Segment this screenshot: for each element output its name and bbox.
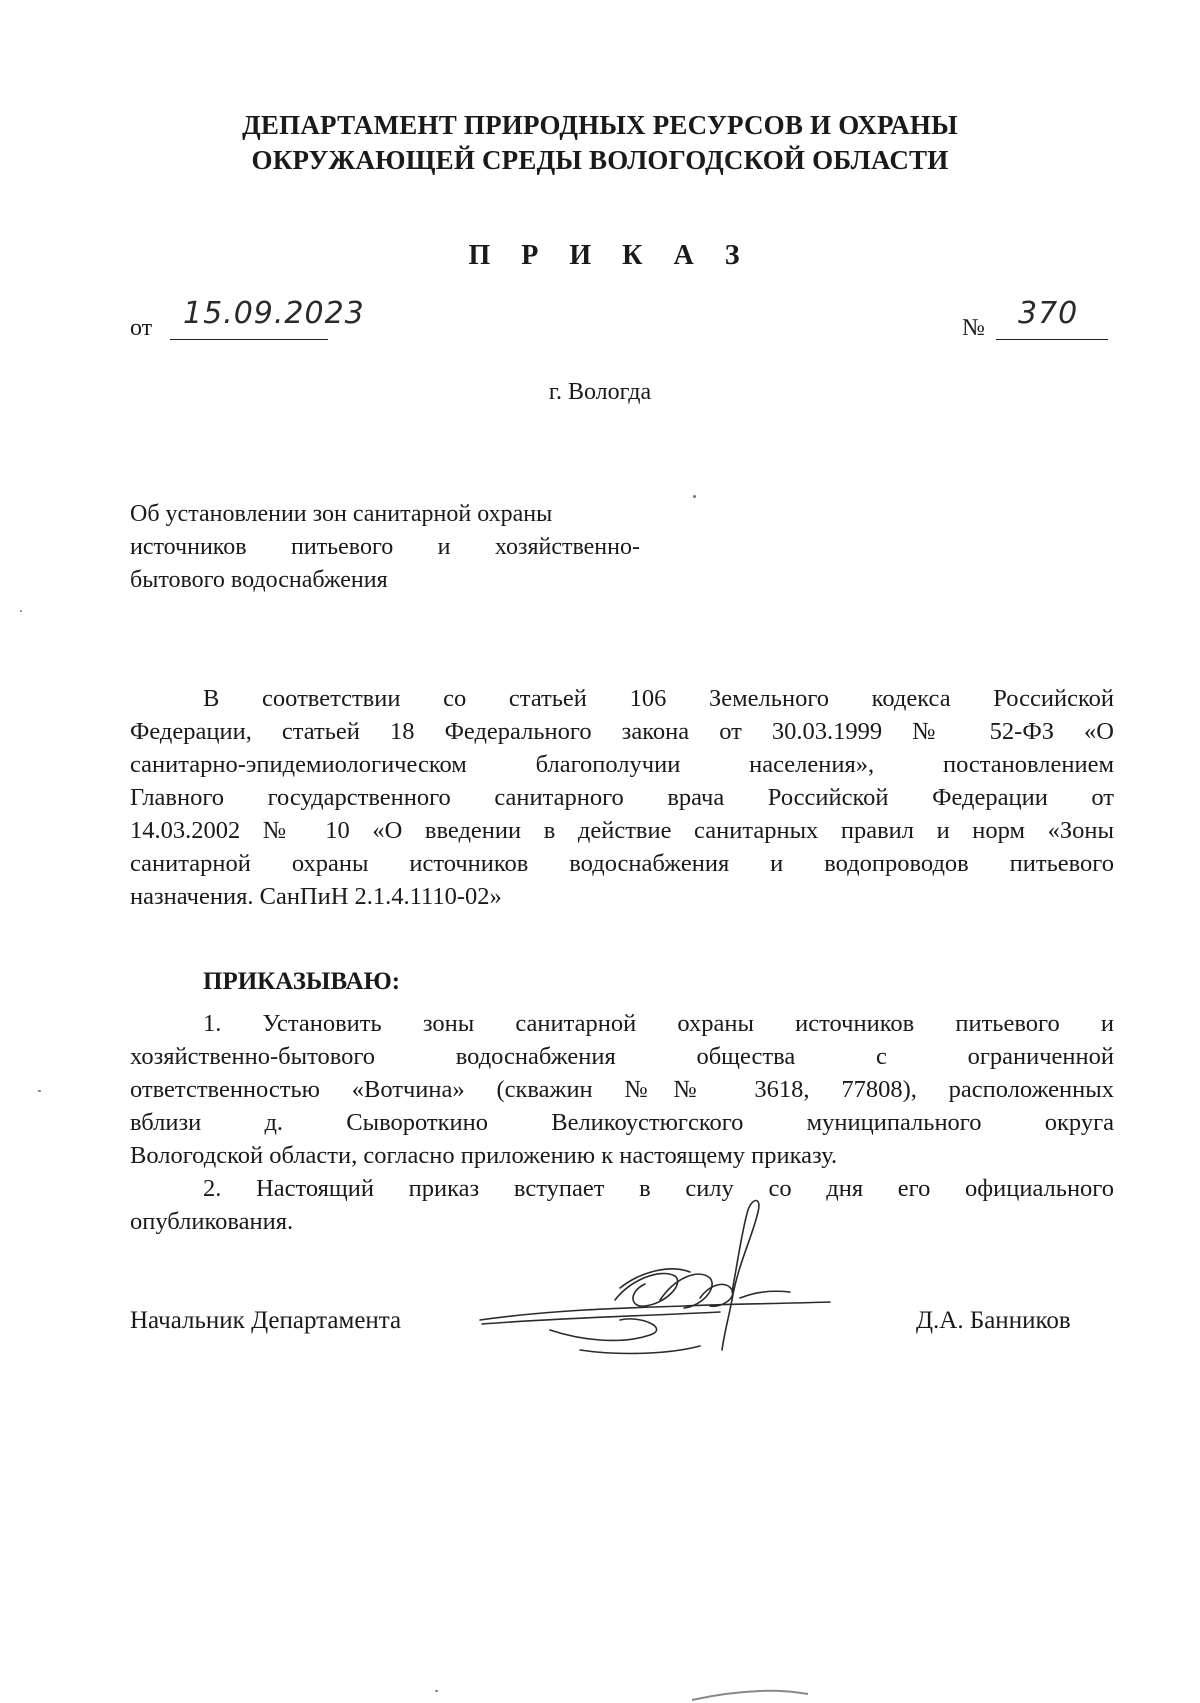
handwritten-signature [470,1180,840,1360]
preamble-line: санитарно-эпидемиологическом благополучии населения», постановлением [130,751,1114,778]
preamble-line: Главного государственного санитарного врача Российской Федерации от [130,784,1114,811]
preamble-line: назначения. СанПиН 2.1.4.1110-02» [130,883,502,910]
preamble-line: санитарной охраны источников водоснабжения и водопроводов питьевого [130,850,1114,877]
scan-mark-bottom [690,1686,810,1703]
date-prefix: от [130,315,153,341]
order-item-1-line: вблизи д. Сывороткино Великоустюгского муниципального округа [130,1109,1114,1136]
subject-line-2: источников питьевого и хозяйственно- [130,534,640,560]
city: г. Вологда [548,379,652,405]
preamble-line: В соответствии со статьей 106 Земельного кодекса Российской [203,685,1114,712]
signatory-name: Д.А. Банников [916,1307,1071,1334]
order-item-1-line: Вологодской области, согласно приложению к настоящему приказу. [130,1142,838,1169]
department-name-line-1: ДЕПАРТАМЕНТ ПРИРОДНЫХ РЕСУРСОВ И ОХРАНЫ [242,110,958,140]
date-underline [170,339,328,340]
preamble-line: Федерации, статьей 18 Федерального закона от 30.03.1999 № 52-ФЗ «О [130,718,1114,745]
order-item-2-line: опубликования. [130,1208,294,1235]
number-underline [996,339,1108,340]
scan-speck [38,1090,41,1092]
scan-speck [693,495,696,498]
order-item-1-line: 1. Установить зоны санитарной охраны источников питьевого и [203,1010,1114,1037]
date-handwritten: 15.09.2023 [183,296,365,331]
number-handwritten: 370 [1018,296,1079,331]
department-name-line-2: ОКРУЖАЮЩЕЙ СРЕДЫ ВОЛОГОДСКОЙ ОБЛАСТИ [251,145,949,175]
document-type: П Р И К А З [468,240,752,271]
scan-speck [20,610,22,612]
signatory-position: Начальник Департамента [130,1307,402,1334]
subject-line-3: бытового водоснабжения [130,567,388,593]
order-item-1-line: хозяйственно-бытового водоснабжения общества с ограниченной [130,1043,1114,1070]
subject-line-1: Об установлении зон санитарной охраны [130,501,553,527]
order-item-2-line: 2. Настоящий приказ вступает в силу со дня его официального [203,1175,1114,1202]
order-heading: ПРИКАЗЫВАЮ: [203,968,401,995]
number-prefix: № [962,315,985,341]
preamble-line: 14.03.2002 № 10 «О введении в действие санитарных правил и норм «Зоны [130,817,1114,844]
order-item-1-line: ответственностью «Вотчина» (скважин №№ 3618, 77808), расположенных [130,1076,1114,1103]
scan-speck [435,1690,438,1692]
